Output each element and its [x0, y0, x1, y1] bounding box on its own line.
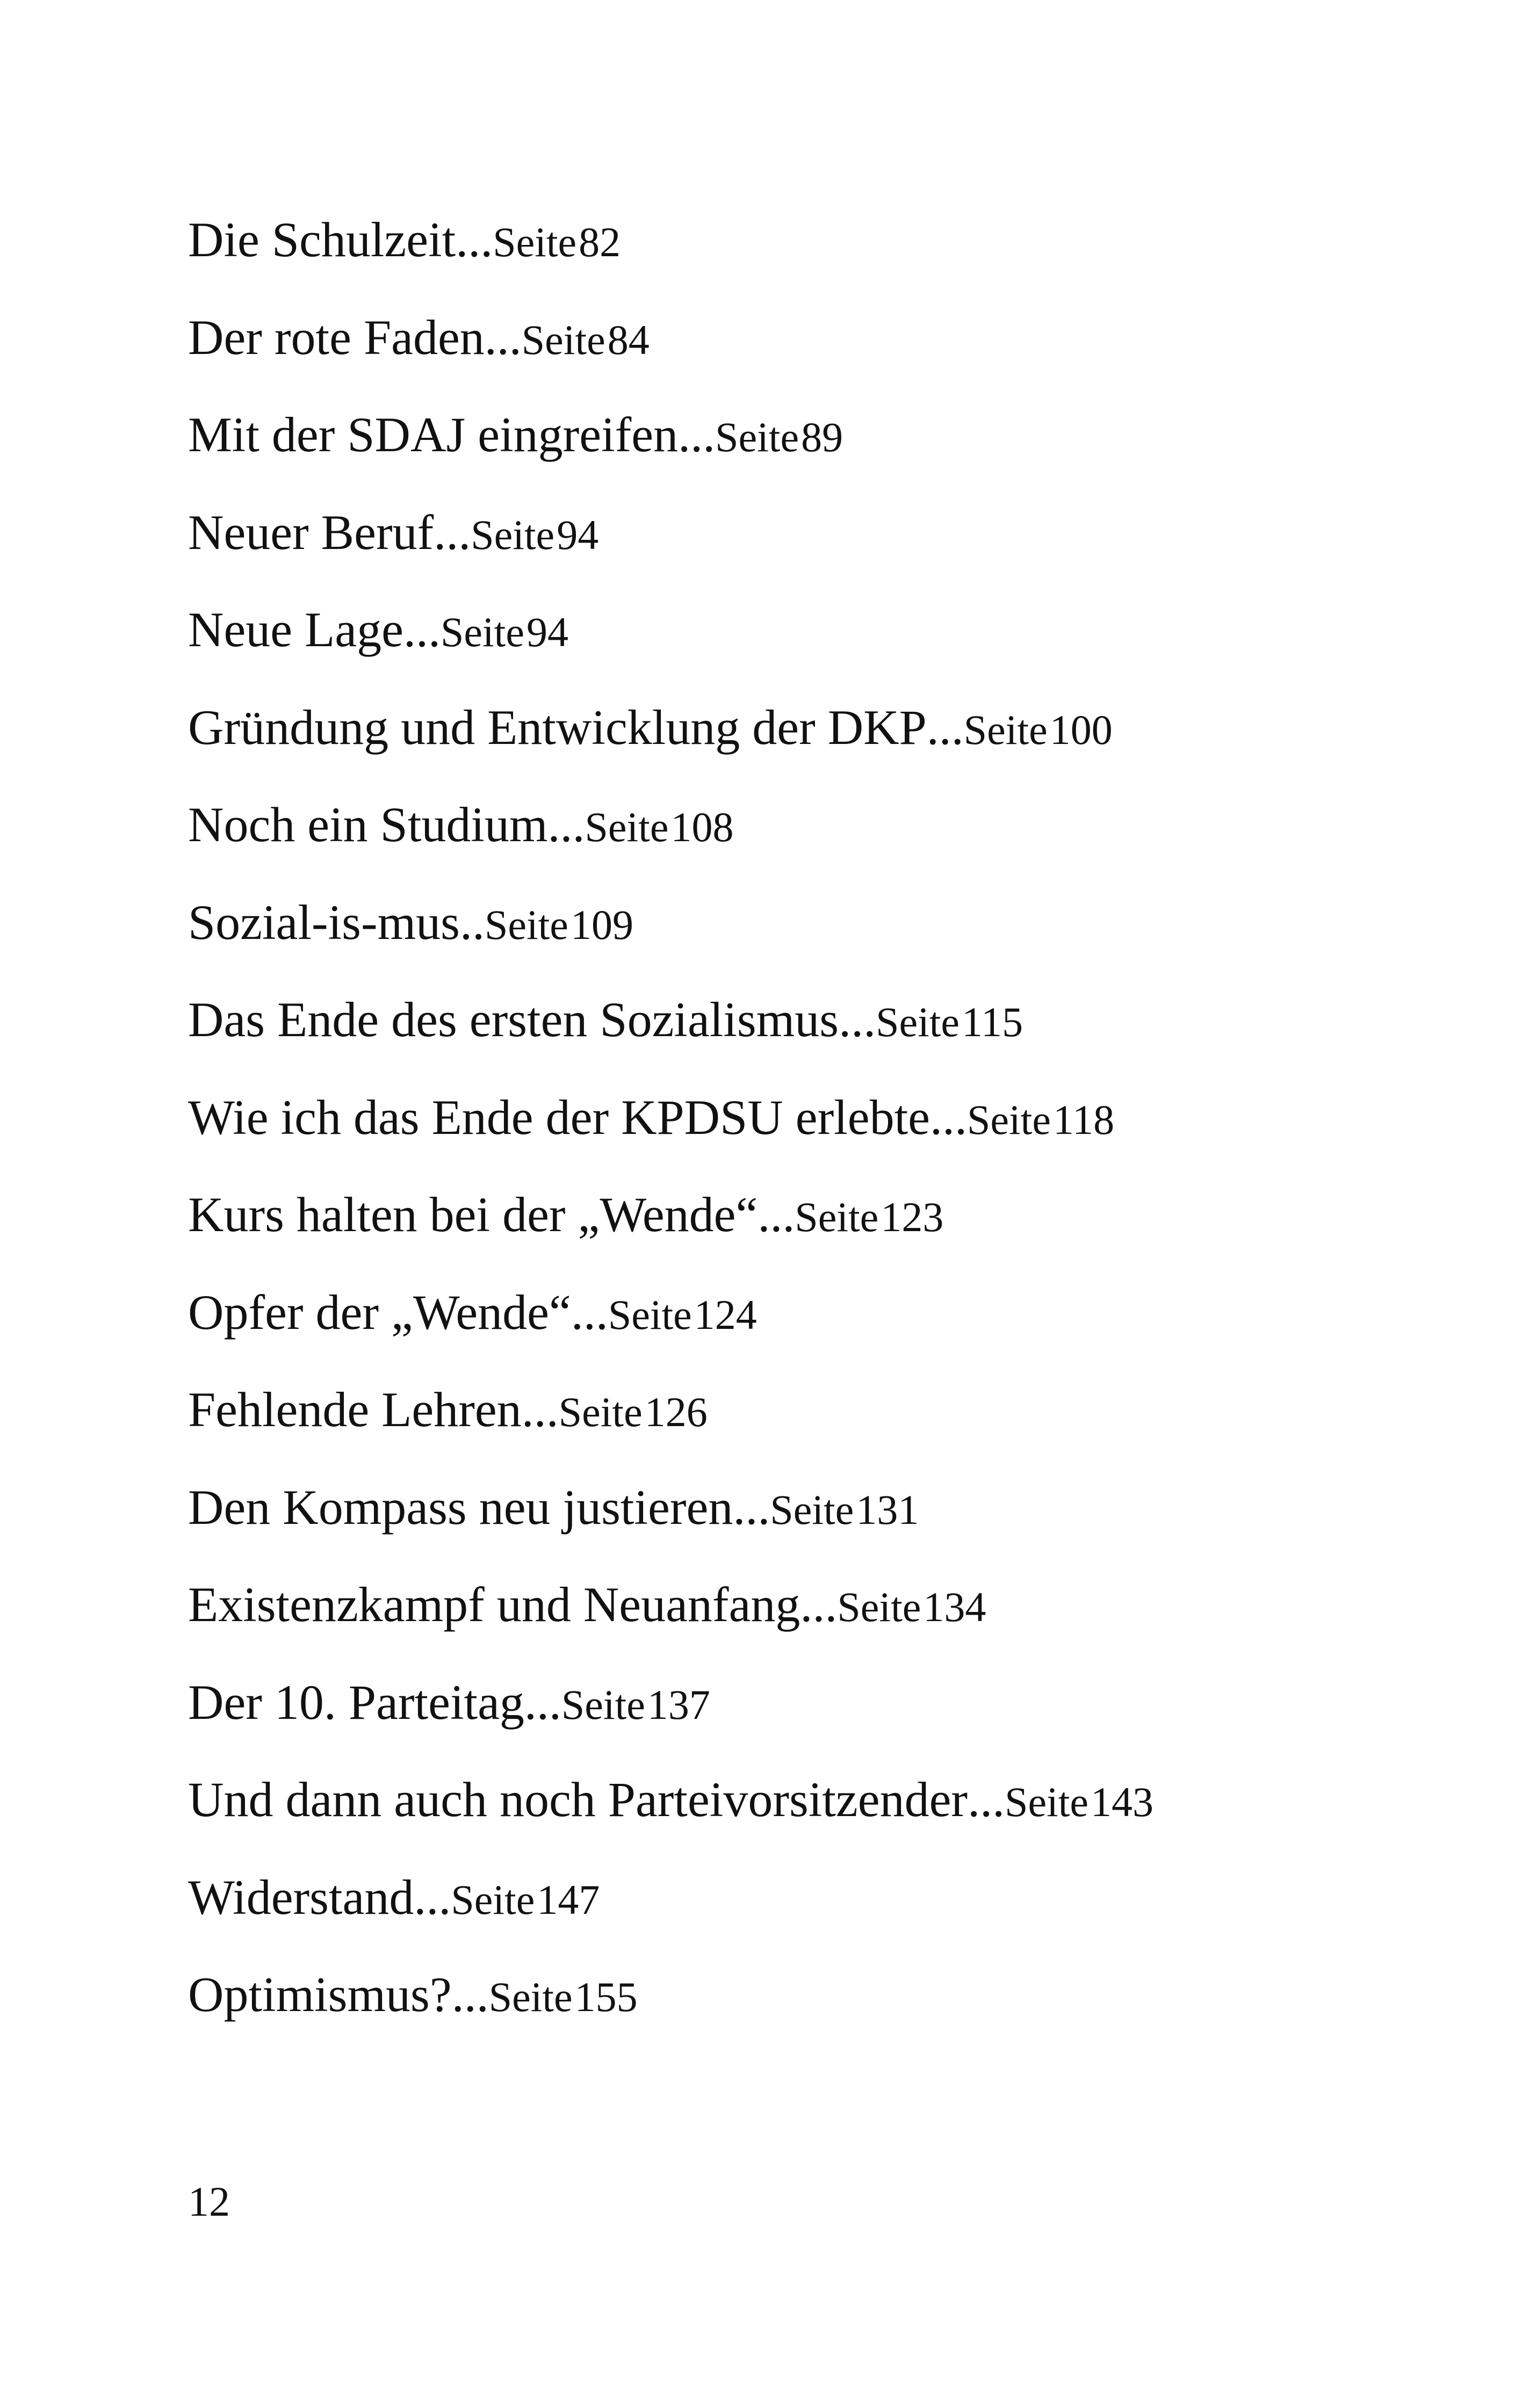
entry-separator: ... — [758, 1187, 795, 1242]
toc-entry — [188, 1674, 1424, 1775]
entry-separator: ... — [434, 504, 471, 560]
entry-title: Existenzkampf und Neuanfang — [188, 1577, 800, 1632]
entry-title: Wie ich das Ende der KPDSU erlebte — [188, 1089, 930, 1145]
entry-title: Gründung und Entwicklung der DKP — [188, 699, 927, 755]
entry-title: Der rote Faden — [188, 309, 485, 365]
toc-entry — [188, 504, 1424, 605]
toc-entry — [188, 309, 1424, 410]
entry-page-number: 118 — [1052, 1096, 1115, 1143]
entry-page-number: 84 — [607, 316, 650, 363]
toc-entry — [188, 699, 1424, 800]
entry-page-number: 94 — [526, 609, 568, 655]
entry-separator: ... — [926, 699, 964, 755]
page-label: Seite — [585, 804, 669, 850]
entry-title: Und dann auch noch Parteivorsitzender — [188, 1772, 968, 1827]
entry-separator: ... — [571, 1284, 608, 1340]
page-label: Seite — [493, 219, 577, 265]
page-number: 12 — [188, 2178, 230, 2225]
entry-title: Noch ein Studium — [188, 797, 548, 852]
entry-separator: ... — [484, 309, 522, 365]
toc-entry — [188, 602, 1424, 703]
entry-title: Mit der SDAJ eingreifen — [188, 407, 679, 462]
toc-entry — [188, 1772, 1424, 1872]
toc-entry — [188, 407, 1424, 508]
toc-entry — [188, 1187, 1424, 1288]
entry-page-number: 108 — [670, 804, 734, 850]
entry-page-number: 147 — [537, 1876, 600, 1923]
entry-title: Fehlende Lehren — [188, 1382, 522, 1437]
entry-title: Widerstand — [188, 1869, 414, 1925]
entry-page-number: 134 — [923, 1583, 986, 1630]
page-label: Seite — [558, 1389, 643, 1435]
entry-page-number: 155 — [574, 1973, 638, 2020]
entry-page-number: 123 — [881, 1194, 944, 1240]
entry-title: Das Ende des ersten Sozialismus — [188, 992, 839, 1047]
entry-title: Kurs halten bei der „Wende“ — [188, 1187, 758, 1242]
entry-separator: ... — [800, 1577, 838, 1632]
entry-separator: ... — [451, 1967, 489, 2022]
page-label: Seite — [770, 1486, 854, 1533]
entry-title: Der 10. Parteitag — [188, 1674, 524, 1730]
entry-page-number: 137 — [647, 1681, 710, 1728]
entry-separator: ... — [968, 1772, 1005, 1827]
entry-page-number: 89 — [801, 414, 843, 460]
entry-page-number: 94 — [557, 511, 599, 558]
entry-title: Neue Lage — [188, 602, 403, 657]
page-label: Seite — [484, 901, 568, 948]
entry-page-number: 126 — [644, 1389, 708, 1435]
entry-separator: ... — [414, 1869, 451, 1925]
page-label: Seite — [471, 511, 555, 558]
entry-separator: ... — [547, 797, 585, 852]
entry-page-number: 100 — [1049, 706, 1113, 753]
entry-separator: ... — [521, 1382, 559, 1437]
entry-title: Die Schulzeit — [188, 212, 456, 267]
entry-title: Den Kompass neu justieren — [188, 1479, 733, 1535]
toc-entry — [188, 1382, 1424, 1483]
entry-title: Opfer der „Wende“ — [188, 1284, 571, 1340]
page-label: Seite — [488, 1973, 573, 2020]
entry-title: Neuer Beruf — [188, 504, 434, 560]
entry-separator: ... — [930, 1089, 967, 1145]
entry-separator: ... — [524, 1674, 561, 1730]
page-label: Seite — [795, 1194, 879, 1240]
entry-separator: .. — [459, 894, 485, 950]
entry-separator: ... — [839, 992, 876, 1047]
entry-page-number: 82 — [579, 219, 621, 265]
toc-entry — [188, 1089, 1424, 1190]
page-label: Seite — [561, 1681, 645, 1728]
entry-page-number: 131 — [856, 1486, 919, 1533]
entry-page-number: 143 — [1091, 1778, 1154, 1825]
page-label: Seite — [963, 706, 1048, 753]
table-of-contents — [188, 212, 1424, 2067]
entry-separator: ... — [456, 212, 493, 267]
toc-entry — [188, 1284, 1424, 1385]
page-label: Seite — [837, 1583, 921, 1630]
entry-page-number: 109 — [570, 901, 633, 948]
entry-separator: ... — [733, 1479, 770, 1535]
page-label: Seite — [715, 414, 799, 460]
page-label: Seite — [967, 1096, 1051, 1143]
toc-entry — [188, 894, 1424, 995]
entry-page-number: 124 — [694, 1291, 757, 1338]
toc-entry — [188, 1869, 1424, 1970]
page-label: Seite — [440, 609, 524, 655]
page-label: Seite — [1005, 1778, 1089, 1825]
toc-entry — [188, 212, 1424, 313]
entry-title: Optimismus? — [188, 1967, 452, 2022]
page-label: Seite — [876, 999, 960, 1045]
toc-entry — [188, 797, 1424, 898]
entry-title: Sozial-is-mus — [188, 894, 460, 950]
toc-entry — [188, 992, 1424, 1093]
page-label: Seite — [608, 1291, 692, 1338]
page-label: Seite — [451, 1876, 535, 1923]
toc-entry — [188, 1967, 1424, 2067]
toc-entry — [188, 1479, 1424, 1580]
entry-separator: ... — [678, 407, 716, 462]
toc-entry — [188, 1577, 1424, 1677]
page-label: Seite — [521, 316, 605, 363]
entry-page-number: 115 — [962, 999, 1023, 1045]
entry-separator: ... — [403, 602, 441, 657]
